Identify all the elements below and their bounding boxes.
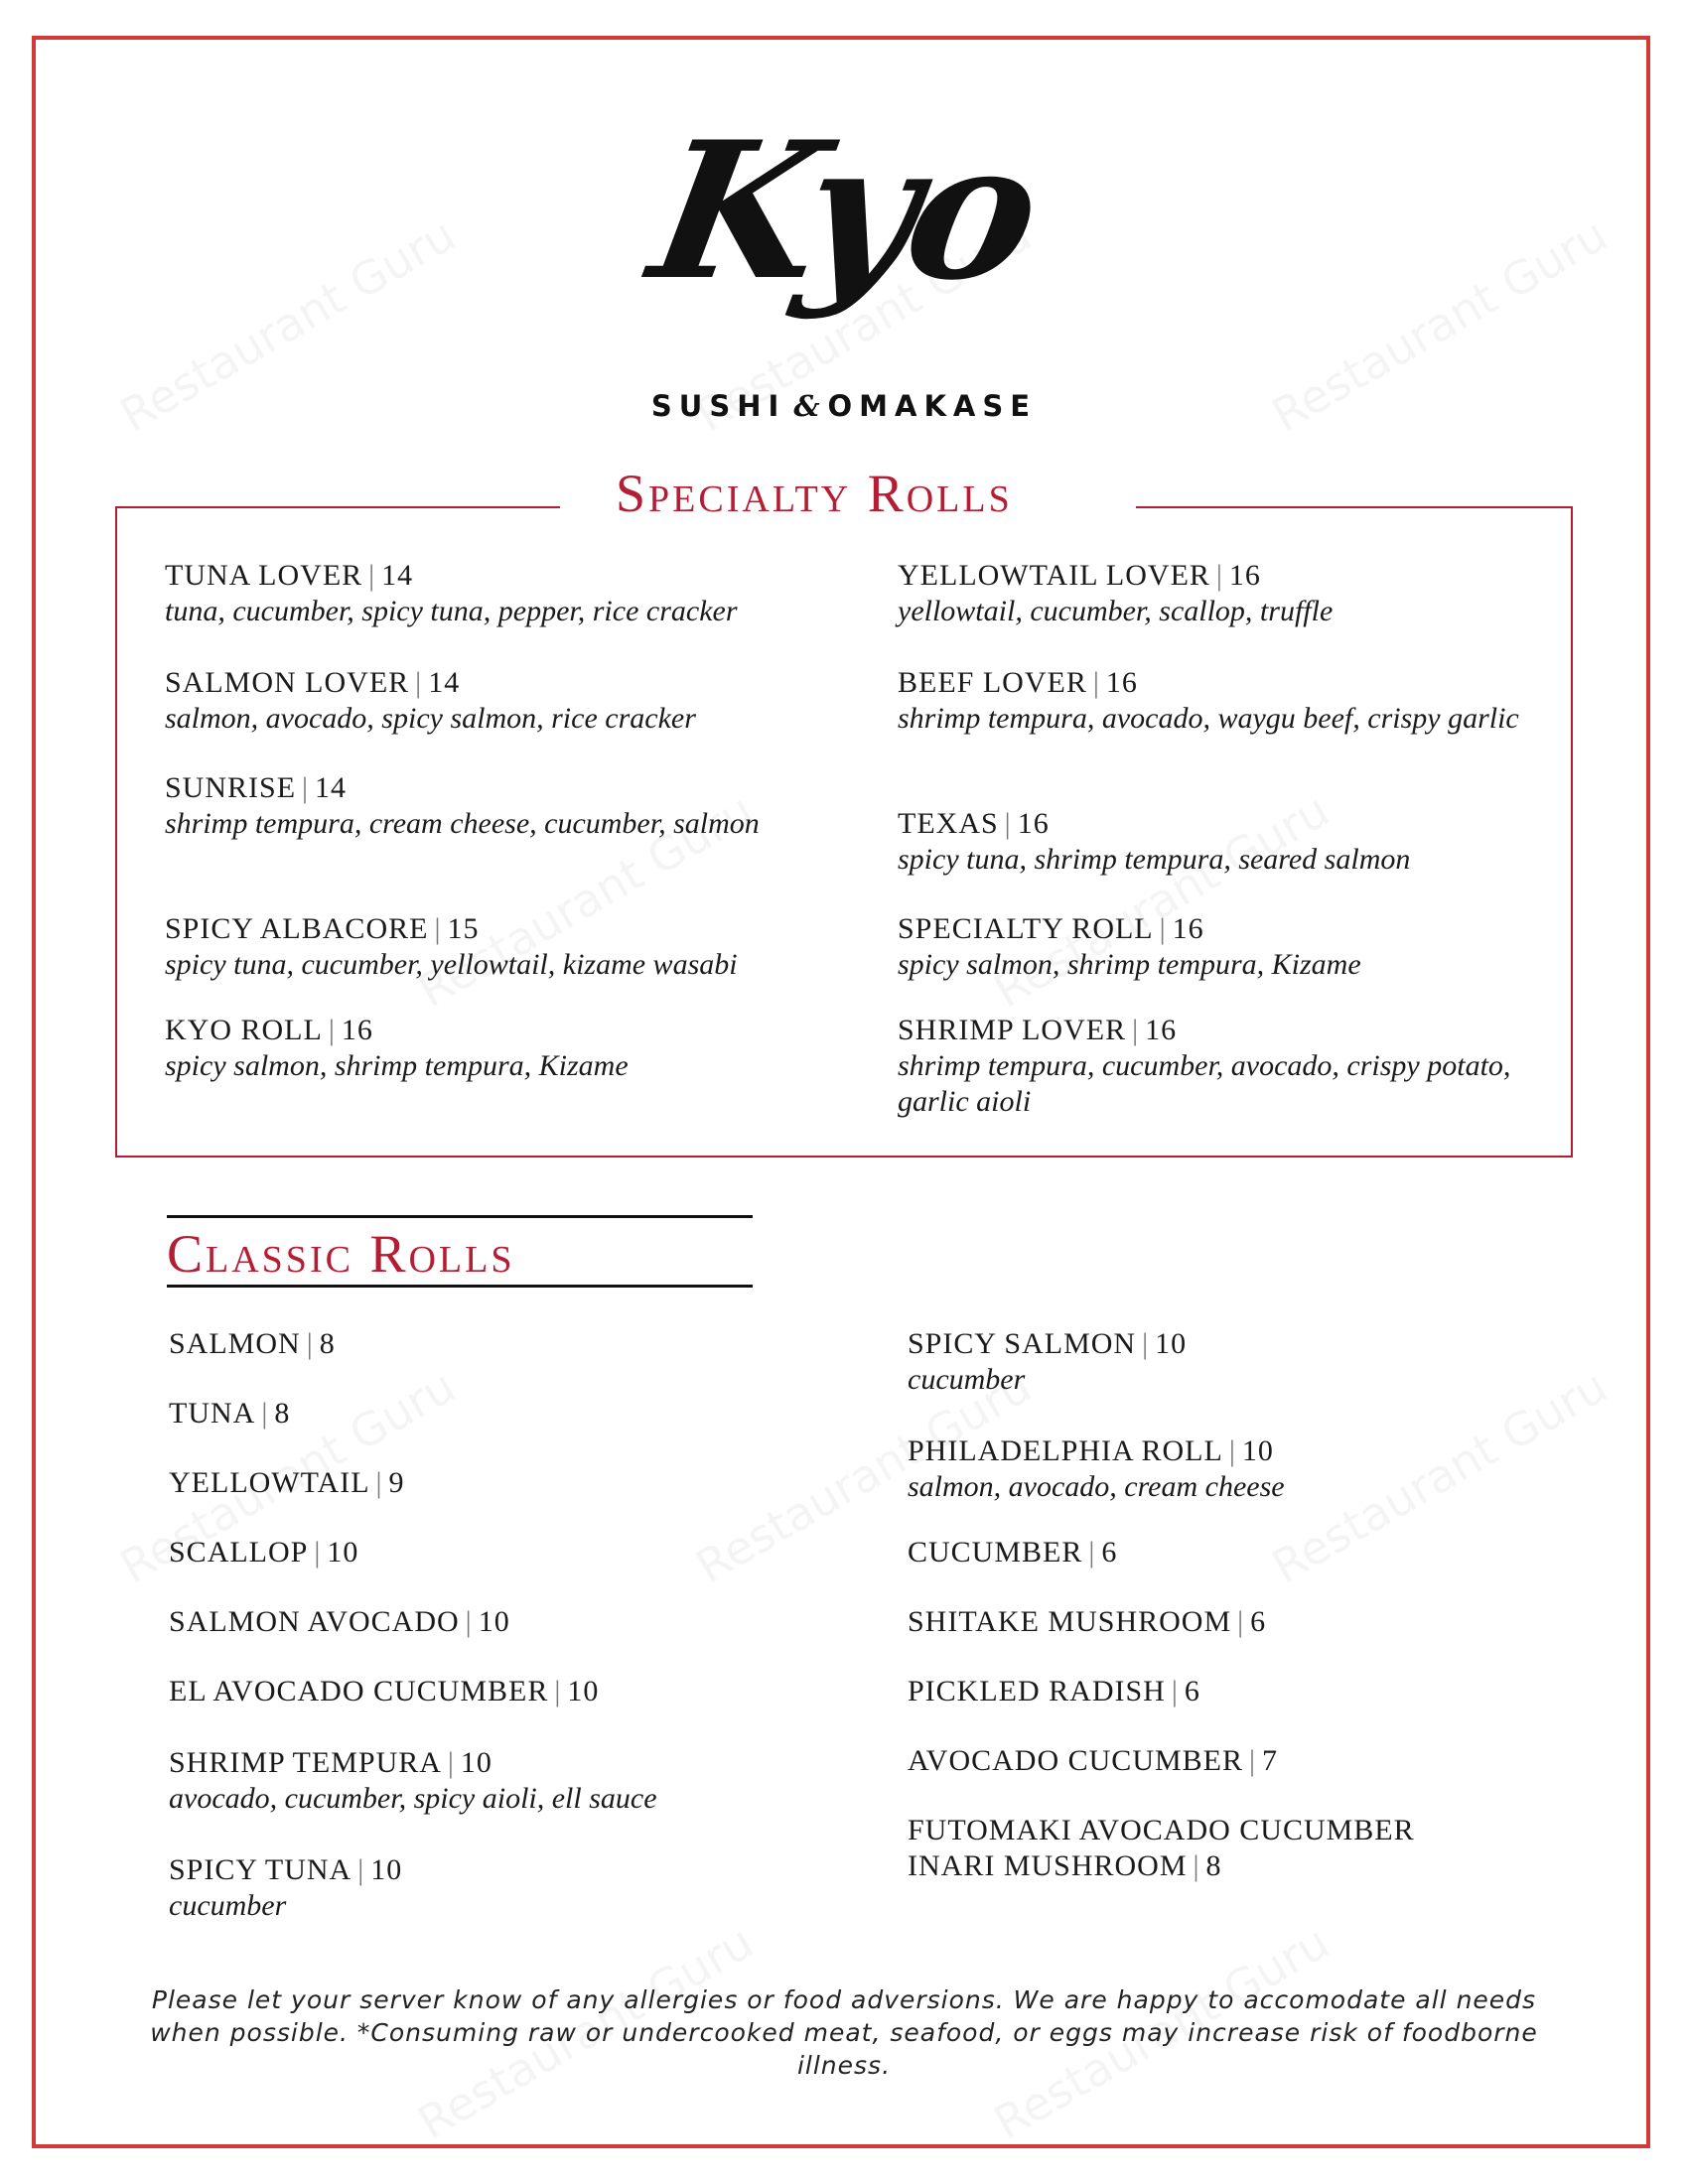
logo-sub-left: SUSHI bbox=[650, 389, 786, 423]
specialty-rule-left bbox=[115, 506, 560, 508]
logo bbox=[0, 100, 1688, 322]
item-name: PHILADELPHIA ROLL bbox=[908, 1434, 1223, 1467]
item-price: 10 bbox=[478, 1605, 510, 1638]
menu-item: TEXAS | 16 spicy tuna, shrimp tempura, seared salmon bbox=[898, 806, 1563, 878]
menu-item: SHRIMP TEMPURA | 10 avocado, cucumber, spicy aioli, ell sauce bbox=[169, 1745, 824, 1817]
item-name: SPICY ALBACORE bbox=[165, 912, 429, 945]
item-name: KYO ROLL bbox=[165, 1014, 323, 1046]
item-price: 16 bbox=[1228, 559, 1261, 592]
item-price: 10 bbox=[327, 1536, 359, 1569]
item-name: SHRIMP LOVER bbox=[898, 1014, 1127, 1046]
item-price: 6 bbox=[1184, 1675, 1200, 1707]
menu-item: YELLOWTAIL | 9 bbox=[169, 1466, 405, 1499]
item-price: 6 bbox=[1101, 1536, 1118, 1569]
item-name: SPECIALTY ROLL bbox=[898, 912, 1154, 945]
item-name: SALMON bbox=[169, 1327, 301, 1360]
classic-title: Classic Rolls bbox=[167, 1224, 515, 1284]
item-name: YELLOWTAIL LOVER bbox=[898, 559, 1210, 592]
item-name: BEEF LOVER bbox=[898, 666, 1087, 699]
item-name: SALMON LOVER bbox=[165, 666, 410, 699]
item-price: 8 bbox=[319, 1327, 336, 1360]
logo-wordmark: Kyo bbox=[637, 100, 1051, 322]
item-price: 16 bbox=[341, 1014, 373, 1046]
item-price: 14 bbox=[381, 559, 414, 592]
item-price: 14 bbox=[428, 666, 461, 699]
menu-item: BEEF LOVER | 16 shrimp tempura, avocado, waygu beef, crispy garlic bbox=[898, 665, 1563, 737]
menu-item: SCALLOP | 10 bbox=[169, 1536, 359, 1569]
classic-rule-bottom bbox=[167, 1285, 753, 1288]
allergy-disclaimer: Please let your server know of any allergies or food adversions. We are happy to accomodate all needs when possible. *Consuming raw or undercooked meat, seafood, or eggs may increase risk of foodborne illness. bbox=[150, 1985, 1538, 2080]
logo-sub-right: OMAKASE bbox=[827, 389, 1038, 423]
item-desc: cucumber bbox=[908, 1363, 1026, 1396]
item-price: 15 bbox=[447, 912, 480, 945]
menu-item: FUTOMAKI AVOCADO CUCUMBER INARI MUSHROOM | 8 bbox=[908, 1814, 1415, 1882]
specialty-rule-right bbox=[1136, 506, 1573, 508]
menu-item: SUNRISE | 14 shrimp tempura, cream cheese, cucumber, salmon bbox=[165, 770, 830, 842]
item-price: 7 bbox=[1262, 1744, 1279, 1777]
menu-item: YELLOWTAIL LOVER | 16 yellowtail, cucumber, scallop, truffle bbox=[898, 558, 1563, 629]
item-price: 16 bbox=[1017, 807, 1050, 840]
item-price: 10 bbox=[1155, 1327, 1188, 1360]
item-name: FUTOMAKI AVOCADO CUCUMBER INARI MUSHROOM bbox=[908, 1814, 1415, 1882]
menu-item: CUCUMBER | 6 bbox=[908, 1536, 1118, 1569]
item-price: 8 bbox=[274, 1397, 291, 1430]
item-price: 8 bbox=[1205, 1849, 1222, 1882]
item-desc: yellowtail, cucumber, scallop, truffle bbox=[898, 595, 1334, 627]
item-name: TUNA bbox=[169, 1397, 256, 1430]
item-price: 14 bbox=[315, 771, 348, 804]
item-price: 16 bbox=[1172, 912, 1204, 945]
classic-rule-top bbox=[167, 1215, 753, 1218]
item-desc: salmon, avocado, cream cheese bbox=[908, 1470, 1285, 1503]
item-desc: spicy salmon, shrimp tempura, Kizame bbox=[898, 948, 1361, 981]
item-name: AVOCADO CUCUMBER bbox=[908, 1744, 1244, 1777]
menu-item: SALMON LOVER | 14 salmon, avocado, spicy salmon, rice cracker bbox=[165, 665, 830, 737]
logo-subtitle bbox=[0, 389, 1688, 423]
menu-item: TUNA LOVER | 14 tuna, cucumber, spicy tuna, pepper, rice cracker bbox=[165, 558, 830, 629]
item-name: SHRIMP TEMPURA bbox=[169, 1746, 442, 1779]
menu-item: AVOCADO CUCUMBER | 7 bbox=[908, 1744, 1279, 1777]
menu-item: SALMON AVOCADO | 10 bbox=[169, 1605, 510, 1638]
item-desc: spicy tuna, shrimp tempura, seared salmon bbox=[898, 843, 1411, 876]
item-name: SALMON AVOCADO bbox=[169, 1605, 460, 1638]
menu-item: TUNA | 8 bbox=[169, 1397, 291, 1430]
item-price: 10 bbox=[567, 1675, 600, 1707]
item-price: 10 bbox=[1241, 1434, 1274, 1467]
item-price: 16 bbox=[1105, 666, 1138, 699]
logo-sub-amp: & bbox=[793, 389, 820, 423]
menu-item: SPECIALTY ROLL | 16 spicy salmon, shrimp tempura, Kizame bbox=[898, 911, 1563, 983]
item-desc: shrimp tempura, cream cheese, cucumber, salmon bbox=[165, 807, 760, 840]
item-desc: shrimp tempura, cucumber, avocado, crispy potato, garlic aioli bbox=[898, 1049, 1511, 1118]
menu-item: SHRIMP LOVER | 16 shrimp tempura, cucumber, avocado, crispy potato, garlic aioli bbox=[898, 1013, 1563, 1120]
menu-item: EL AVOCADO CUCUMBER | 10 bbox=[169, 1675, 600, 1707]
item-desc: spicy salmon, shrimp tempura, Kizame bbox=[165, 1049, 629, 1082]
menu-item: SPICY TUNA | 10 cucumber bbox=[169, 1852, 824, 1924]
item-desc: tuna, cucumber, spicy tuna, pepper, rice cracker bbox=[165, 595, 738, 627]
item-price: 6 bbox=[1250, 1605, 1267, 1638]
specialty-title: Specialty Rolls bbox=[616, 464, 1013, 523]
menu-item: SHITAKE MUSHROOM | 6 bbox=[908, 1605, 1267, 1638]
item-desc: cucumber bbox=[169, 1889, 287, 1922]
menu-item: PICKLED RADISH | 6 bbox=[908, 1675, 1200, 1707]
item-name: TEXAS bbox=[898, 807, 999, 840]
item-desc: shrimp tempura, avocado, waygu beef, crispy garlic bbox=[898, 702, 1519, 735]
item-name: EL AVOCADO CUCUMBER bbox=[169, 1675, 549, 1707]
item-desc: spicy tuna, cucumber, yellowtail, kizame wasabi bbox=[165, 948, 738, 981]
menu-item: KYO ROLL | 16 spicy salmon, shrimp tempura, Kizame bbox=[165, 1013, 830, 1084]
item-name: YELLOWTAIL bbox=[169, 1466, 370, 1499]
menu-item: SPICY ALBACORE | 15 spicy tuna, cucumber, yellowtail, kizame wasabi bbox=[165, 911, 830, 983]
item-desc: salmon, avocado, spicy salmon, rice cracker bbox=[165, 702, 696, 735]
item-name: SCALLOP bbox=[169, 1536, 309, 1569]
menu-item: SPICY SALMON | 10 cucumber bbox=[908, 1326, 1563, 1398]
item-name: SHITAKE MUSHROOM bbox=[908, 1605, 1232, 1638]
item-name: SPICY SALMON bbox=[908, 1327, 1137, 1360]
item-price: 10 bbox=[460, 1746, 492, 1779]
menu-item: SALMON | 8 bbox=[169, 1327, 336, 1360]
item-name: SPICY TUNA bbox=[169, 1853, 352, 1886]
item-price: 9 bbox=[388, 1466, 405, 1499]
menu-item: PHILADELPHIA ROLL | 10 salmon, avocado, cream cheese bbox=[908, 1433, 1563, 1505]
item-desc: avocado, cucumber, spicy aioli, ell sauce bbox=[169, 1782, 657, 1815]
item-name: PICKLED RADISH bbox=[908, 1675, 1166, 1707]
item-price: 16 bbox=[1145, 1014, 1178, 1046]
item-name: SUNRISE bbox=[165, 771, 297, 804]
item-price: 10 bbox=[370, 1853, 403, 1886]
item-name: CUCUMBER bbox=[908, 1536, 1083, 1569]
item-name: TUNA LOVER bbox=[165, 559, 363, 592]
